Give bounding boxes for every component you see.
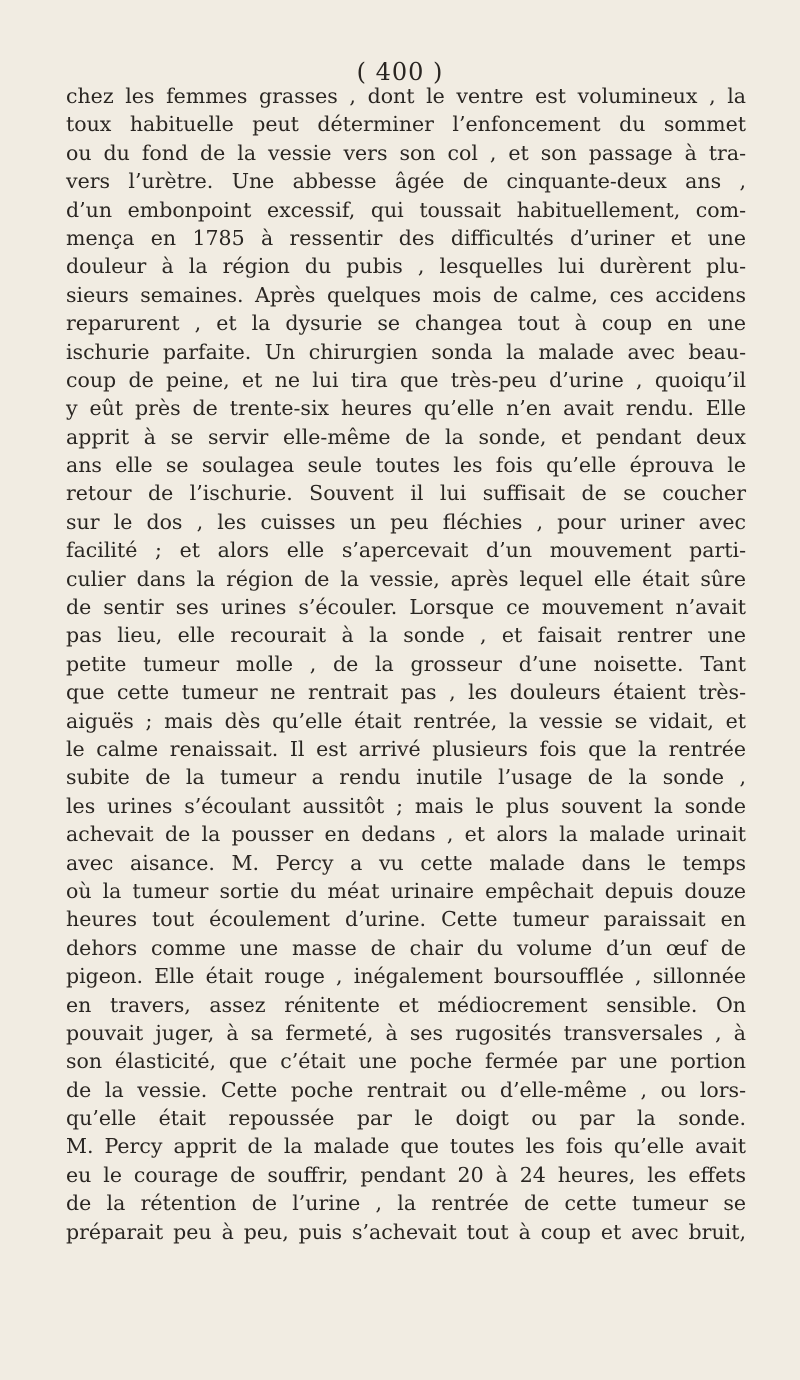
text-line: facilité ; et alors elle s’apercevait d’un mouvement parti- — [66, 538, 746, 563]
text-line: achevait de la pousser en dedans , et alors la malade urinait — [66, 822, 746, 847]
text-line: le calme renaissait. Il est arrivé plusieurs fois que la rentrée — [66, 736, 746, 761]
text-line: ischurie parfaite. Un chirurgien sonda la malade avec beau- — [66, 339, 746, 364]
text-line: ou du fond de la vessie vers son col , et son passage à tra- — [66, 140, 746, 165]
text-line: d’un embonpoint excessif, qui toussait habituellement, com- — [66, 197, 746, 222]
text-line: de sentir ses urines s’écouler. Lorsque ce mouvement n’avait — [66, 595, 746, 620]
text-line: mença en 1785 à ressentir des difficultés d’uriner et une — [66, 225, 746, 250]
text-line: avec aisance. M. Percy a vu cette malade dans le temps — [66, 850, 746, 875]
text-line: son élasticité, que c’était une poche fermée par une portion — [66, 1049, 746, 1074]
text-line: pouvait juger, à sa fermeté, à ses rugosités transversales , à — [66, 1020, 746, 1045]
text-line: apprit à se servir elle-même de la sonde, et pendant deux — [66, 424, 746, 449]
text-line: où la tumeur sortie du méat urinaire empêchait depuis douze — [66, 878, 746, 903]
text-line: reparurent , et la dysurie se changea tout à coup en une — [66, 311, 746, 336]
text-line: douleur à la région du pubis , lesquelles lui durèrent plu- — [66, 254, 746, 279]
text-line: sur le dos , les cuisses un peu fléchies , pour uriner avec — [66, 509, 746, 534]
text-line: toux habituelle peut déterminer l’enfoncement du sommet — [66, 112, 746, 137]
text-line: chez les femmes grasses , dont le ventre est volumineux , la — [66, 84, 746, 108]
text-line: coup de peine, et ne lui tira que très-peu d’urine , quoiqu’il — [66, 367, 746, 392]
text-line: eu le courage de souffrir, pendant 20 à 24 heures, les effets — [66, 1162, 746, 1187]
text-line: petite tumeur molle , de la grosseur d’une noisette. Tant — [66, 651, 746, 676]
text-line: subite de la tumeur a rendu inutile l’usage de la sonde , — [66, 765, 746, 790]
text-line: qu’elle était repoussée par le doigt ou par la sonde. — [66, 1106, 746, 1131]
text-line: que cette tumeur ne rentrait pas , les douleurs étaient très- — [66, 680, 746, 705]
body-text — [66, 82, 746, 1246]
page-number-header: ( 400 ) — [356, 58, 444, 86]
text-line: aiguës ; mais dès qu’elle était rentrée, la vessie se vidait, et — [66, 708, 746, 733]
text-line: les urines s’écoulant aussitôt ; mais le plus souvent la sonde — [66, 793, 746, 818]
text-line: de la rétention de l’urine , la rentrée de cette tumeur se — [66, 1191, 746, 1216]
text-line: pas lieu, elle recourait à la sonde , et faisait rentrer une — [66, 623, 746, 648]
text-line: préparait peu à peu, puis s’achevait tout à coup et avec bruit, — [66, 1219, 746, 1244]
text-line: retour de l’ischurie. Souvent il lui suffisait de se coucher — [66, 481, 746, 506]
text-line: de la vessie. Cette poche rentrait ou d’elle-même , ou lors- — [66, 1077, 746, 1102]
text-line: en travers, assez rénitente et médiocrement sensible. On — [66, 992, 746, 1017]
text-line: heures tout écoulement d’urine. Cette tumeur paraissait en — [66, 907, 746, 932]
text-line: sieurs semaines. Après quelques mois de calme, ces accidens — [66, 282, 746, 307]
text-line: y eût près de trente-six heures qu’elle n’en avait rendu. Elle — [66, 396, 746, 421]
text-line: ans elle se soulagea seule toutes les fois qu’elle éprouva le — [66, 453, 746, 478]
text-line: dehors comme une masse de chair du volume d’un œuf de — [66, 935, 746, 960]
text-line: pigeon. Elle était rouge , inégalement boursoufflée , sillonnée — [66, 964, 746, 989]
text-line: culier dans la région de la vessie, après lequel elle était sûre — [66, 566, 746, 591]
text-line: vers l’urètre. Une abbesse âgée de cinquante-deux ans , — [66, 169, 746, 194]
text-line: M. Percy apprit de la malade que toutes les fois qu’elle avait — [66, 1134, 746, 1159]
